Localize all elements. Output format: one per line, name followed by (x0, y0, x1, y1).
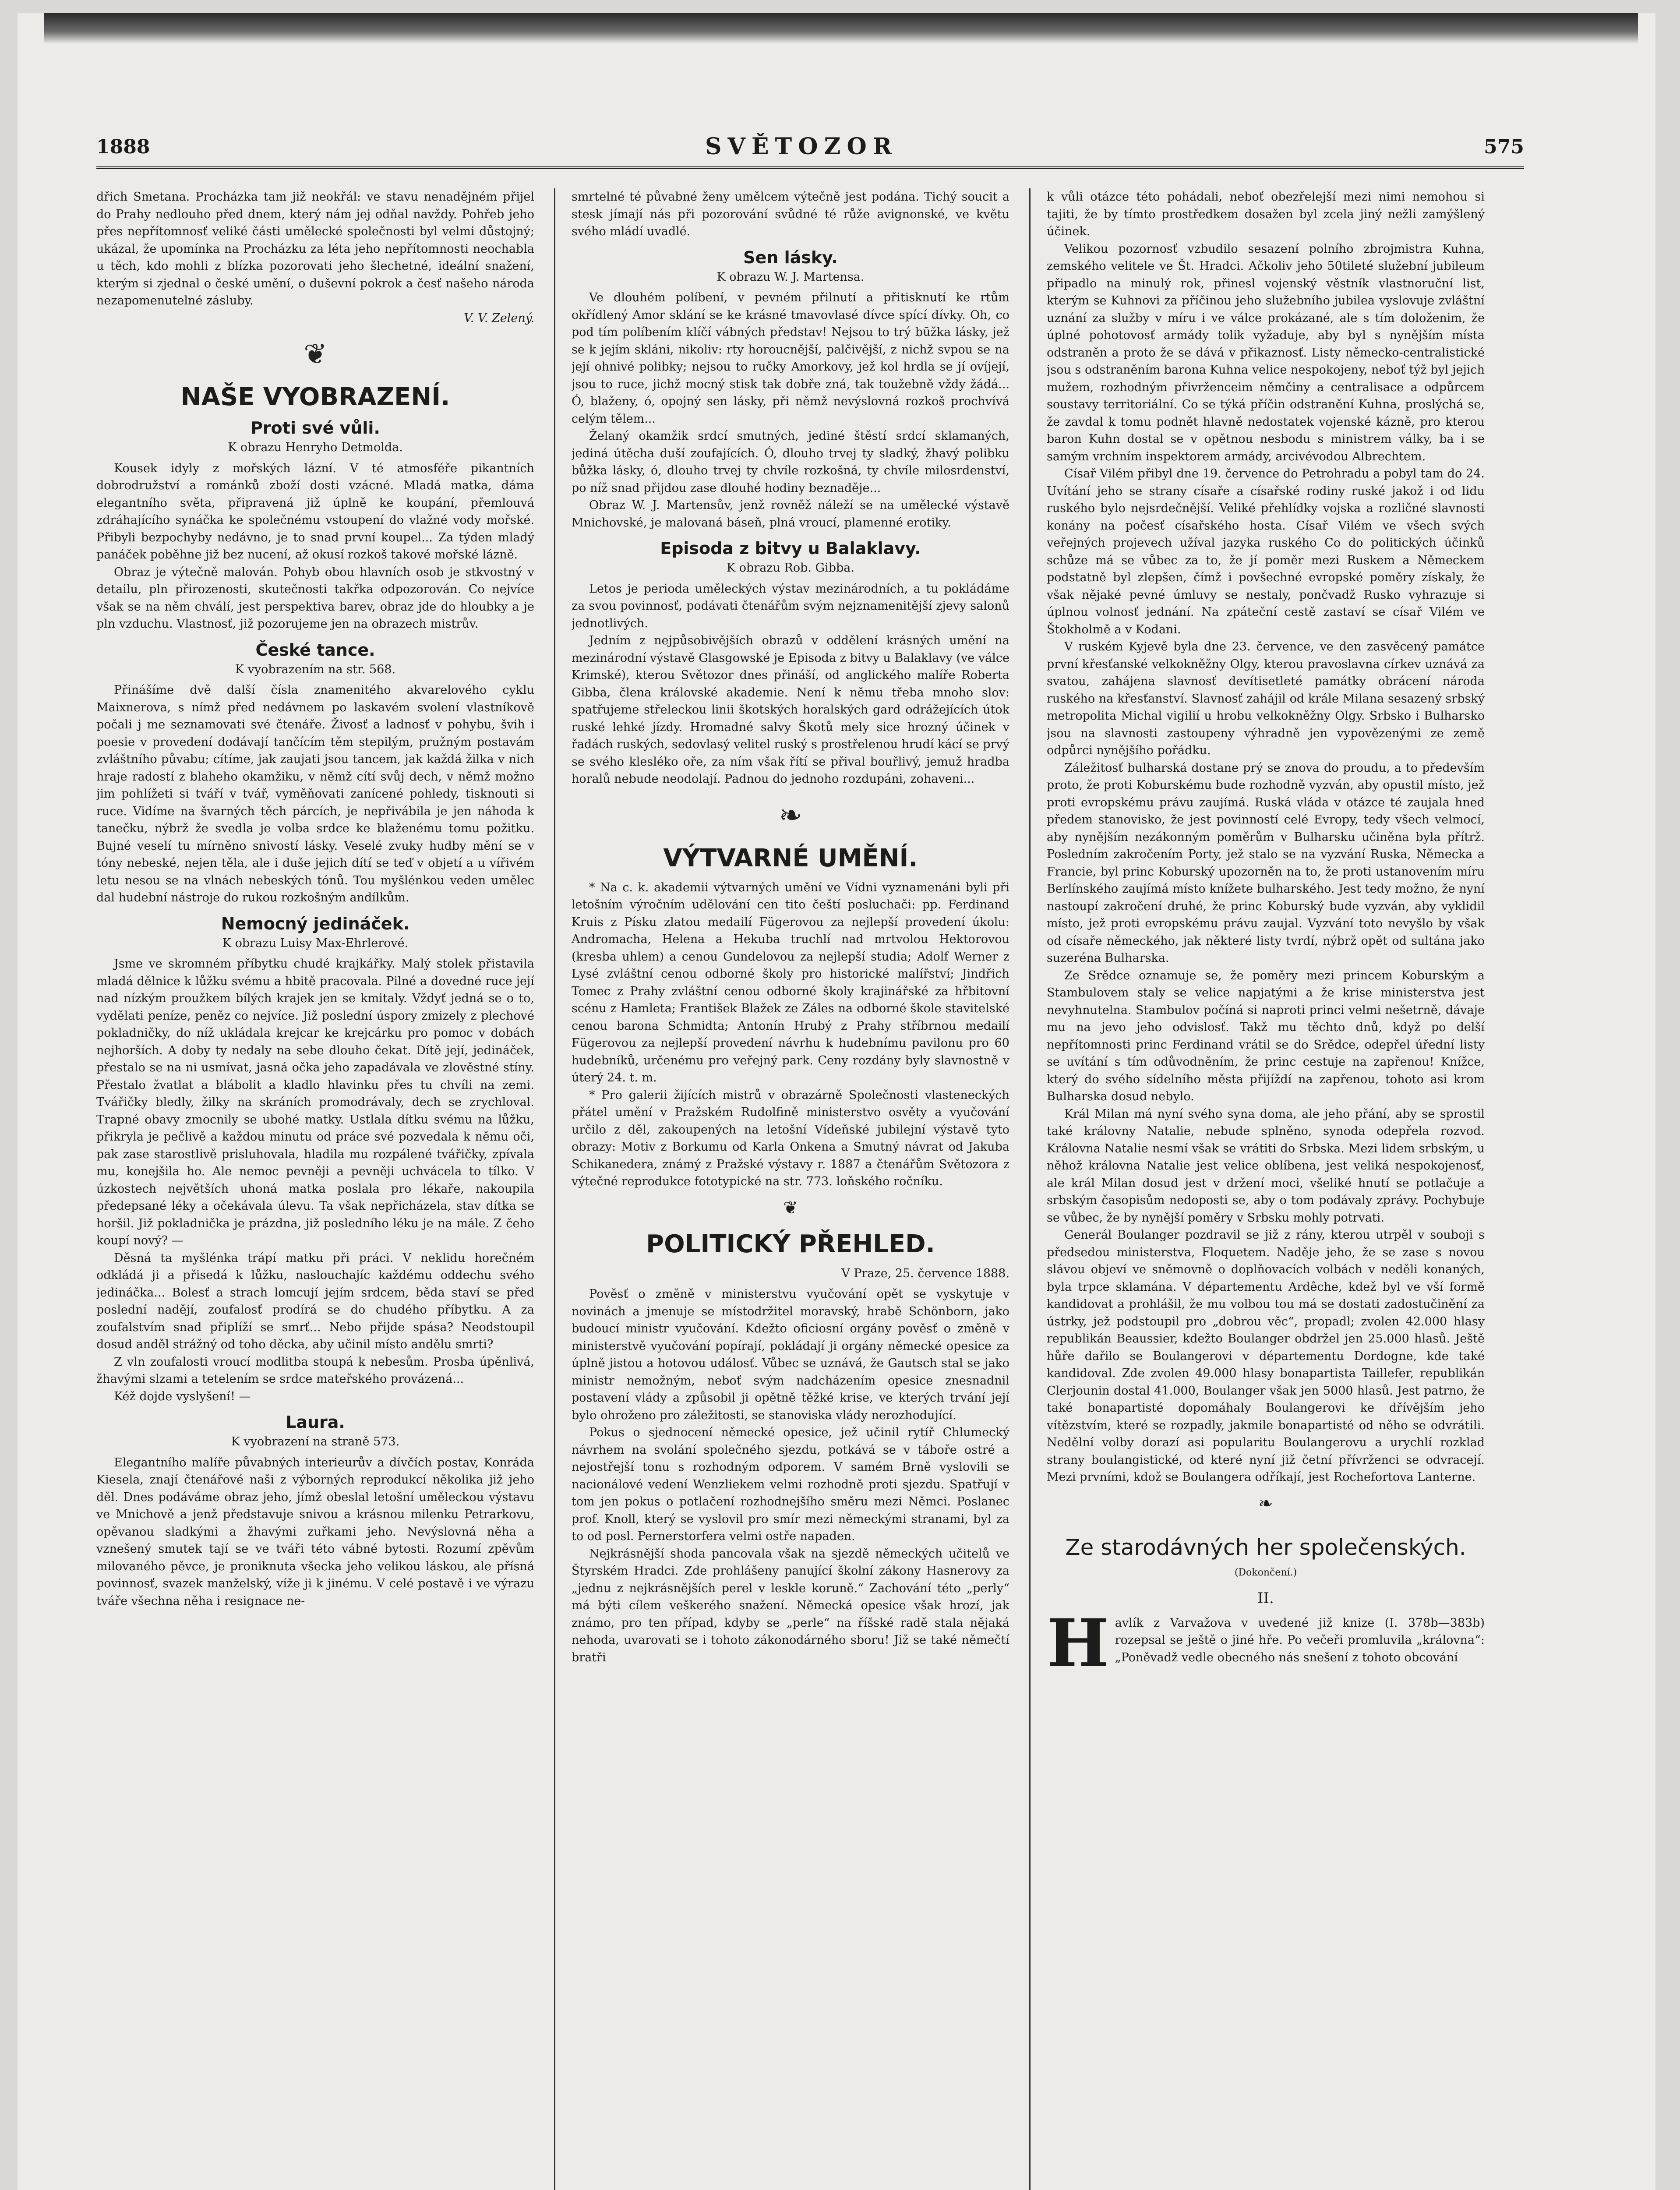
fleuron-ornament-icon: ❦ (304, 338, 327, 371)
page-number: 575 (1484, 136, 1524, 158)
column-1 (96, 188, 534, 2190)
fleuron-ornament-icon: ❦ (783, 1197, 798, 1218)
paragraph: Pověsť o změně v ministerstvu vyučování opět se vyskytuje v novinách a jmenuje se místodržitel moravský, hrabě Schönborn, jako budoucí ministr vyučování. Kdežto oficiosní orgány pověsť o změně v ministerstvě vyučování popírají, pokládají ji orgány německé opesice za úplně jistou a hotovou událosť. Vůbec se uznává, že Gautsch stal se jako ministr nemožným, neboť svým nadcházením opesice znesnadnil postavení vlády a způsobil ji opětně těžké krise, ve kterých trvání její bylo ohroženo pro záležitosti, se stanoviska vlády nerozhodující. (572, 1287, 1009, 1422)
section-title: VÝTVARNÉ UMĚNÍ. (663, 844, 918, 872)
paragraph: Velikou pozornosť vzbudilo sesazení polního zbrojmistra Kuhna, zemského velitele ve Št. Hradci. Ačkoliv jeho 50tileté služební jubileum připadlo na minulý rok, přinesl vojenský věstník vlastnoruční list, kterým se Kuhnovi za příčinou jeho služebního jubilea vyslovuje zvláštní uznání za služby v míru i ve válce prokázané, ale s tím doloženim, že úplné pohotovosť armády tolik vyžaduje, aby byl s nynějším místa odstraněn a proto že se dává v přikaznosť. Listy německo-centralistické jsou s odstraněním barona Kuhna velice nespokojeny, neboť týž byl jejich mužem, rozhodným přivrženceim němčiny a centralisace a odpůrcem soustavy territoriální. Co se týká příčin odstranění Kuhna, proslýchá se, že zavdal k tomu podnět hlavně nedostatek vojenské kázně, pro kterou baron Kuhn dostal se v opětnou nesbodu s ministrem války, ba i se samým vrchním inspektorem armády, arcivévodou Albrechtem. (1047, 242, 1485, 463)
paragraph: V ruském Kyjevě byla dne 23. července, ve den zasvěcený památce první křesťanské velkokněžny Olgy, kterou pravoslavna církev uznává za svatou, zahájena slavnosť devítisetleté památky obrácení národa ruského na křesťanství. Slavnosť zahájil od krále Milana sesazený srbský metropolita Michal vigilií u hrobu velkokněžny Olgy. Srbsko i Bulharsko jsou na slavnosti zastoupeny výhradně jen vypovězenými ze země odpůrci nynějšího pořádku. (1047, 640, 1485, 757)
serial-text: avlík z Varvažova v uvedené již knize (I. 378b—383b) rozepsal se ještě o jiné hře. Po večeři promluvila „královna“: „Poněvadž vedle obecného nás snešení z tohoto obcování (1115, 1616, 1485, 1664)
serial-continuation: (Dokončení.) (1234, 1567, 1297, 1578)
paragraph: k vůli otázce této pohádali, neboť obezřelejší mezi nimi nemohou si tajiti, že by tímto prostředkem dosažen byl zcela jiný nežli zamýšlený účinek. (1047, 190, 1485, 238)
serial-title: Ze starodávných her společenských. (1065, 1534, 1466, 1560)
paragraph: smrtelné té půvabné ženy umělcem výtečně jest podána. Tichý soucit a stesk jímají nás při pozorování svůdné té růže avignonské, ve květu svého mládí uvadlé. (572, 190, 1009, 238)
column-3 (1047, 188, 1485, 2190)
paragraph: Jedním z nejpůsobivějších obrazů v oddělení krásných umění na mezinárodní výstavě Glasgowské je Episoda z bitvy u Balaklavy (ve válce Krimské), kterou Světozor dnes přináší, od anglického malíře Roberta Gibba, člena královské akademie. Není k němu třeba mnoho slov: spatřujeme střeleckou linii škotských horalských gard odrážejících útok ruské lehké jízdy. Hromadné salvy Škotů mely sice hrozný účinek v řadách ruských, sedovlasý velitel ruský s prostřelenou hrudí kácí se prvý se svého klesléko oře, za ním však řítí se přival bouřlivý, jemuž hradba horalů nebude neodolají. Padnou do jednoho rozdupáni, zohaveni... (572, 634, 1009, 786)
paragraph: Z vln zoufalosti vroucí modlitba stoupá k nebesům. Prosba úpěnlivá, žhavými slzami a tetelením se srdce mateřského provázená... (96, 1355, 534, 1386)
article-title: Laura. (286, 1413, 345, 1432)
journal-title: SVĚTOZOR (705, 133, 898, 160)
paragraph: Přinášíme dvě další čísla znamenitého akvarelového cyklu Maixnerova, s nímž před nedávnem po laskavém svolení vlastníkově počali j me seznamovati své čtenáře. Živosť a ladnosť v pohybu, švih i poesie v provedení dodávají tančícím těm stepilým, pružným postavám zvláštního půvabu; cítíme, jak zaujati jsou tancem, jak každá žilka v nich hraje radostí z blaheho okamžiku, v němž cítí svůj dech, v němž možno jim pohlížeti si tváří v tvář, vyměňovati zanícené pohledy, tisknouti si ruce. Vidíme na švarných těch párcích, je nepřivábila je jen náhoda k tanečku, nýbrž že svedla je volba srdce ke blaženému tomu požitku. Bujné veselí tu mírněno snivostí lásky. Veselé zvuky hudby mění se v tóny nebeské, nejen těla, ale i duše jejich dítí se teď v objetí a u vířivém letu nesou se na vlnách nebeských tónů. Tou myšlénkou veden umělec dal hudební nástroje do rukou rozkošným andílkům. (96, 683, 534, 904)
signature: V. V. Zelený. (464, 311, 534, 325)
fleuron-ornament-icon: ❧ (779, 799, 802, 832)
small-ornament-icon: ❧ (1258, 1493, 1273, 1514)
serial-part: II. (1257, 1590, 1274, 1607)
column-2 (572, 188, 1009, 2190)
article-title: Proti své vůli. (251, 418, 380, 438)
paragraph: Generál Boulanger pozdravil se již z rány, kterou utrpěl v souboji s předsedou ministerstva, Floquetem. Naděje jeho, že se zase s novou slávou objeví ve sněmovně o doplňovacích volbách v neděli konaných, byla trpce sklamána. V départementu Ardêche, kdež byl ve vší formě kandidovat a prohlášil, že mu volbou tou má se dostati zadostučinění za ústrky, jež podstoupil pro „dobrou věc“, propadl; zvolen 42.000 hlasy republikán Beaussier, kdežto Boulanger obdržel jen 25.000 hlasů. Ještě hůře dařilo se Boulangerovi v départementu Dordogne, kde také kandidoval. Zde zvolen 49.000 hlasy bonapartista Taillefer, republikán Clerjounin dostal 41.000, Boulanger však jen 5000 hlasů. Jest patrno, že také bonapartisté dopomáhaly Boulangerovi ke dřívějším jeho vítězstvím, které se rozpadly, jakmile bonapartisté od něho se odvrátili. Nedělní volby dorazí asi popularitu Boulangerovu a urychlí rozklad strany boulangistické, od které nyní již četní přívrženci se odvracejí. Mezi prvními, kdož se Boulangera odříkají, jest Rochefortova Lanterne. (1047, 1228, 1485, 1484)
article-title: Episoda z bitvy u Balaklavy. (660, 539, 921, 558)
article-ref: K vyobrazením na str. 568. (235, 662, 396, 676)
paragraph: Ve dlouhém políbení, v pevném přilnutí a přitisknutí ke rtům okřídlený Amor sklání se ke krásné tmavovlasé dívce spící dívky. Oh, co pod tím políbením klíčí vábných představ! Nejsou to trý būžka lásky, jež se k jejím skláni, nikoliv: rty horoucnější, palčivější, z nichž svpou se na její ohnivé polibky; nejsou to ručky Amorkovy, jež kol hrdla se jí ovíjejí, jsou to ruce, jichž mocný stisk tak dobře zná, tak toužebně vždy žádá... Ó, blaženy, ó, opojný sen lásky, při němž nevýslovná rozkoš prochvívá celým tělem... (572, 291, 1009, 426)
running-header (96, 127, 1524, 166)
paragraph: Obraz je výtečně malován. Pohyb obou hlavních osob je stkvostný v detailu, pln přirozenosti, skutečnosti takřka odpozorován. Co nejvíce však se na něm chválí, jest perspektiva barev, obraz jde do hloubky a je pln vzduchu. Vlastnosť, již pozorujeme jen na obrazech mistrův. (96, 565, 534, 631)
article-ref: K obrazu W. J. Martensa. (716, 270, 865, 284)
paragraph: Císař Vilém přibyl dne 19. července do Petrohradu a pobyl tam do 24. Uvítání jeho se strany císaře a císařské rodiny ruské jakož i od lidu ruského bylo nejsrdečnější. Veliké přehlídky vojska a rozličné slavnosti konány na počesť císařského hosta. Císař Vilém ve všech svých veřejných projevech užíval jazyka ruského Co do politických účinků schůze má se vůbec za to, že jí poměr mezi Ruskem a Německem podstatně byl zlepšen, čímž i povšechné evropské poměry získaly, že však nějaké pevné úmluvy se nestaly, pončvadž Rusko vyhrazuje si úplnou volnosť jednání. Na zpáteční cestě zastaví se císař Vilém ve Štokholmě a v Kodani. (1047, 467, 1485, 636)
header-rule (96, 166, 1524, 169)
paragraph: Děsná ta myšlénka trápí matku při práci. V neklidu horečném odkládá ji a přisedá k lůžku, naslouchajíc každému oddechu svého jedináčka... Bolesť a strach lomcují jejím srdcem, běda staví se před poslední nadějí, zoufalosť prodírá se do chudého příbytku. A za zoufalstvím snad připlíží se smrť... Nebo přijde spása? Neodstoupil dosud anděl strážný od toho děcka, aby učinil místo andělu smrti? (96, 1251, 534, 1351)
paragraph: Letos je perioda uměleckých výstav mezinárodních, a tu pokládáme za svou povinnosť, podávati čtenářům svým nejznamenitější zjevy salonů jednotlivých. (572, 582, 1009, 630)
article-ref: K obrazu Rob. Gibba. (727, 561, 854, 575)
section-title: POLITICKÝ PŘEHLED. (646, 1229, 935, 1258)
column-divider (554, 188, 555, 2190)
article-title: České tance. (255, 640, 375, 660)
paragraph: Elegantního malíře půvabných interieurův a dívčích postav, Konráda Kiesela, znají čtenářové naši z výborných reprodukcí několika již jeho děl. Dnes podáváme obraz jeho, jímž obeslal letošní uměleckou výstavu ve Mnichově a jenž představuje snivou a krásnou milenku Petrarkovu, opěvanou sladkými a žhavými zuřkami jeho. Nevýslovná něha a vznešený smutek tají se ve tváři této vábné bytosti. Rozumí zpěvům milovaného pěvce, je proniknuta všecka jeho velikou láskou, ale přísná povinnosť, svazek manželský, víže ji k jinému. V celé postavě i ve výrazu tváře všechna něha i resignace ne- (96, 1455, 534, 1608)
paragraph: Král Milan má nyní svého syna doma, ale jeho přání, aby se sprostil také královny Natalie, nebude splněno, synoda odepřela rozvod. Královna Natalie nesmí však se vrátiti do Srbska. Mezi lidem srbským, u něhož královna Natalie jest velice oblíbena, jest veliká nespokojenosť, ale král Milan dosud jest v držení moci, všeliké hnutí se potlačuje a srbským časopisům nedoposti se, aby o tom podávaly zprávy. Pochybuje se vůbec, že by nynější poměry v Srbsku mohly potrvati. (1047, 1107, 1485, 1225)
drop-cap: H (1047, 1604, 1109, 1682)
binding-edge (44, 13, 1638, 44)
paragraph (1047, 1604, 1485, 1682)
paragraph: * Pro galerii žijících mistrů v obrazárně Společnosti vlasteneckých přátel umění v Pražském Rudolfině ministerstvo osvěty a vyučování určilo z děl, zakoupených na letošní Vídeňské jubilejní výstavě tyto obrazy: Motiv z Borkumu od Karla Onkena a Smutný návrat od Jakuba Schikanedera, známý z Pražské výstavy r. 1887 a čtenářům Světozora z výtečné reprodukce fototypické na str. 773. loňského ročníku. (572, 1088, 1009, 1188)
paragraph: dřich Smetana. Procházka tam již neokřál: ve stavu nenadějném přijel do Prahy nedlouho před dnem, který nám jej odňal navždy. Pohřeb jeho přes nepřítomnosť veliké části umělecké společnosti byl velmi důstojný; ukázal, že upomínka na Procházku za léta jeho nepřítomnosti neochabla u těch, kdo mohli z blízka pozorovati jeho šlechetné, ideální snažení, kterým si zjednal o české umění, o duševní pokrok a česť našeho národa nezapomenutelné zásluby. (96, 190, 534, 307)
year: 1888 (96, 136, 150, 158)
paragraph: Nejkrásnější shoda pancovala však na sjezdě německých učitelů ve Štyrském Hradci. Zde prohlášeny panující školní zákony Hasnerovy za „jednu z nejkrásnějších perel v leskle koruně.“ Zachování této „perly“ má býti cílem veškerého snažení. Německá opesice však hrozí, jak známo, pro ten případ, kdyby se „perle“ na říšské radě stala nějaká nehoda, uvarovati se i tohoto zákonodárného sboru! Již se také němečtí bratři (572, 1547, 1009, 1664)
paragraph: Pokus o sjednocení německé opesice, jež učinil rytíř Chlumecký návrhem na svolání společného sjezdu, potkává se v táboře ostré a nejostřejší tonu s rozhodným odporem. V samém Brně vyslovili se nacionálové vedení Wenzliekem velmi rozhodně proti sjezdu. Spatřují v tom jen pokus o potlačení rozhodnejšího směru mezi Němci. Poslanec prof. Knoll, který se vyslovil pro smír mezi německými stranami, byl za to od posl. Pernerstorfera velmi ostře napaden. (572, 1426, 1009, 1543)
paragraph: Kousek idyly z mořských lázní. V té atmosféře pikantních dobrodružství a románků zboží dosti vzácné. Mladá matka, dáma elegantního světa, připravená již úplně ke koupání, přemlouvá zdráhajícího synáčka ke společnému vstoupení do vlažné vody mořské. Přibyli bezpochyby nedávno, je to snad první koupel... Za týden mladý panáček poběhne již bez nucení, až okusí rozkoš takové mořské lázně. (96, 461, 534, 562)
article-title: Sen lásky. (743, 247, 838, 267)
column-divider (1029, 188, 1031, 2190)
article-title: Nemocný jedináček. (221, 914, 410, 933)
paragraph: Jsme ve skromném příbytku chudé krajkářky. Malý stolek přistavila mladá dělnice k lůžku svému a hbitě pracovala. Pilné a dovedné ruce její nad nízkým proužkem bílých krajek jen se kmitaly. Vždyť jedná se o to, vydělati peníze, peněz co nejvíce. Již poslední úspory zmizely z plechové pokladničky, do níž ukládala krejcar ke krejcárku pro pomoc v dobách nejhorších. A doby ty nedaly na sebe dlouho čekat. Dítě její, jedináček, přestalo se na ni usmívat, jasná očka jeho zapadávala ve zlověstné stíny. Přestalo žvatlat a blábolit a kladlo hlavinku přes tu chvíli na zemi. Tvářičky bledly, žilky na skráních promodrávaly, dech se zrychloval. Trapné obavy zmocnily se ubohé matky. Ustlala dítku svému na lůžku, přikryla je pečlivě a každou minutu od práce své pozvedala k němu oči, pak zase starostlivě prisluhovala, hladila mu rozpálené tvářičky, zpívala mu, konejšila ho. Ale nemoc pevněji a pevněji uchvácela to tílko. V úzkostech největších uhoná matka poslala pro lékaře, nakoupila předepsané léky a očekávala úlevu. Ta však nepřicházela, stav dítka se horšil. Již pokladnička je prázdna, již posledního léku je na mále. Z čeho koupí nový? — (96, 957, 534, 1247)
paragraph: Kéž dojde vyslyšení! — (114, 1389, 251, 1403)
article-ref: K vyobrazení na straně 573. (231, 1435, 400, 1448)
article-ref: K obrazu Henryho Detmolda. (228, 441, 403, 454)
newspaper-page (18, 13, 1655, 2190)
section-title: NAŠE VYOBRAZENÍ. (180, 383, 450, 411)
paragraph: Záležitosť bulharská dostane prý se znova do proudu, a to především proto, že proti Koburskému bude rozhodně vyzván, aby opustil místo, jež proti evropskému právu zaujímá. Ruská vláda v otázce té zaujala hned předem stanovisko, že jest povinností celé Evropy, tedy všech velmocí, aby nynějším nezákonným poměrům v Bulharsku učiněna byla přítrž. Posledním zakročením Porty, jež stalo se na vyzvání Ruska, Německa a Francie, byl princ Koburský upozorněn na to, že proti ustanovením míru Berlínského zaujímá místo knížete bulharského. Jest tedy možno, že nyní nastoupí zakročení druhé, že princ Koburský bude vyzván, aby vyklidil místo, jež proti evropskému právu zaujal. Vyzvání toto nevyšlo by však od císaře německého, jak některé listy tvrdí, nýbrž opět od sultána jako suzeréna Bulharska. (1047, 761, 1485, 965)
paragraph: Želaný okamžik srdcí smutných, jediné štěstí srdcí sklamaných, jediná útěcha duší zoufajících. Ó, dlouho trvej ty sladký, žhavý polibku bůžka lásky, ó, dlouho trvej ty chvíle rozkošná, ty chvíle milosrdenství, po níž snad přijdou zase dlouhé hodiny beznaděje... (572, 429, 1009, 495)
paragraph: Ze Srědce oznamuje se, že poměry mezi princem Koburským a Stambulovem staly se velice napjatými a že krise ministerstva jest nevyhnutelna. Stambulov počíná si naproti princi velmi nešetrně, dávaje mu na jevo jeho odvislosť. Takž mu těchto dnů, když po delší nepřítomnosti princ Ferdinand vrátil se do Srědce, odepřel úřední listy se uvítání s tím odůvodněním, že princ cestuje na zapřenou! Knížce, který do svého sídelního města přijíždí na zapřenou, tohoto asi krom Bulharska dosud nebylo. (1047, 968, 1485, 1103)
paragraph: Obraz W. J. Martensův, jenž rovněž náleží se na umělecké výstavě Mnichovské, je malovaná báseň, plná vroucí, plamenné erotiky. (572, 498, 1009, 530)
paragraph: * Na c. k. akademii výtvarných umění ve Vídni vyznamenáni byli při letošním výročním udělování cen tito čeští posluchači: pp. Ferdinand Kruis z Písku zlatou medailí Fügerovou za nejlepší provedení úkolu: Andromacha, Helena a Hekuba truchlí nad mrtvolou Hektorovou (kresba uhlem) a cenou Gundelovou za nejlepší studia; Adolf Werner z Lysé zvláštní cenou odborné školy pro historické malířství; Jindřich Tomec z Prahy zvláštní cenou odborné školy krajinářské za hřbitovní scénu z Hamleta; František Blažek ze Záles na odborné škole stavitelské cenou barona Schmidta; Antonín Hrubý z Prahy stříbrnou medailí Fügerovou za nejlepší provedení návrhu k hudebnímu pavilonu pro 60 hudebníků, určenému pro veřejný park. Ceny rozdány byly slavnostně v úterý 24. t. m. (572, 880, 1009, 1084)
article-ref: K obrazu Luisy Max-Ehrlerové. (222, 936, 409, 950)
dateline: V Praze, 25. července 1888. (841, 1266, 1009, 1280)
